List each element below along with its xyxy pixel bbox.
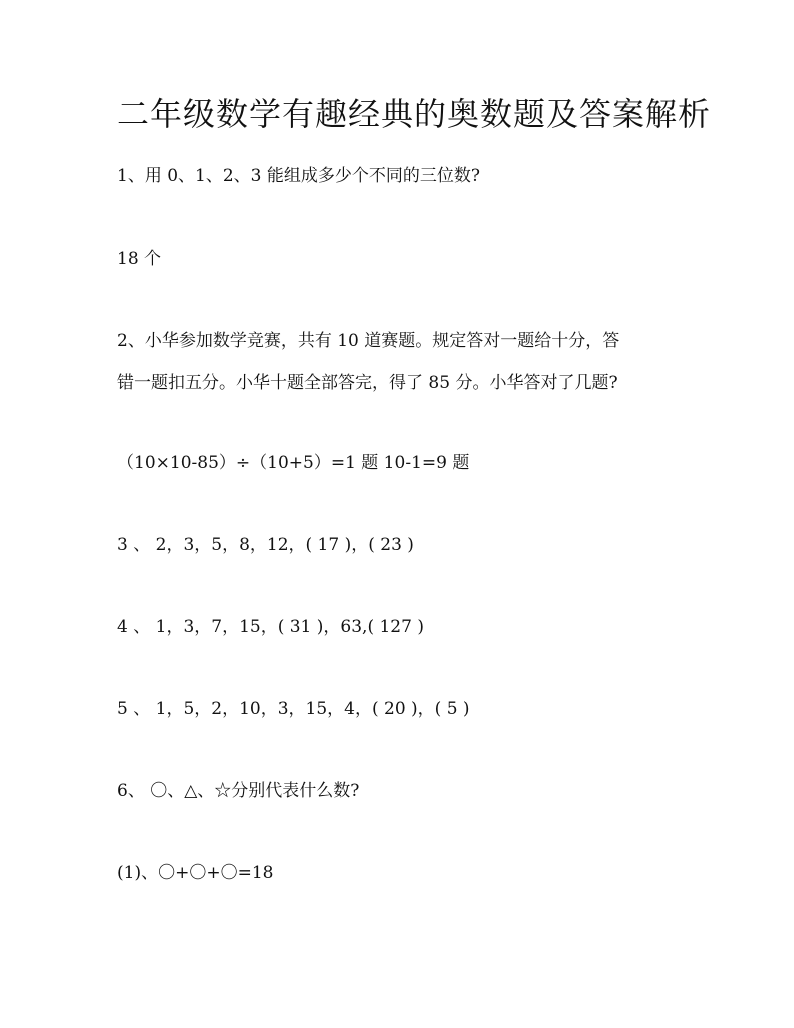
document-title: 二年级数学有趣经典的奥数题及答案解析 [117, 95, 712, 133]
question-2-line-1: 2、小华参加数学竞赛，共有 10 道赛题。规定答对一题给十分，答 [117, 331, 620, 351]
question-1: 1、用 0、1、2、3 能组成多少个不同的三位数? [117, 166, 481, 186]
answer-1: 18 个 [117, 249, 162, 269]
question-5: 5 、 1，5，2，10，3，15，4，( 20 )，( 5 ) [117, 699, 470, 719]
question-2-line-2: 错一题扣五分。小华十题全部答完，得了 85 分。小华答对了几题? [117, 373, 618, 393]
question-4: 4 、 1，3，7，15，( 31 )，63,( 127 ) [117, 617, 424, 637]
question-3: 3 、 2，3，5，8，12，( 17 )，( 23 ) [117, 535, 414, 555]
question-6: 6、 〇、△、☆分别代表什么数? [117, 781, 360, 801]
answer-2: （10×10-85）÷（10+5）=1 题 10-1=9 题 [117, 453, 470, 473]
question-6-part-1: (1)、〇+〇+〇=18 [117, 863, 274, 883]
